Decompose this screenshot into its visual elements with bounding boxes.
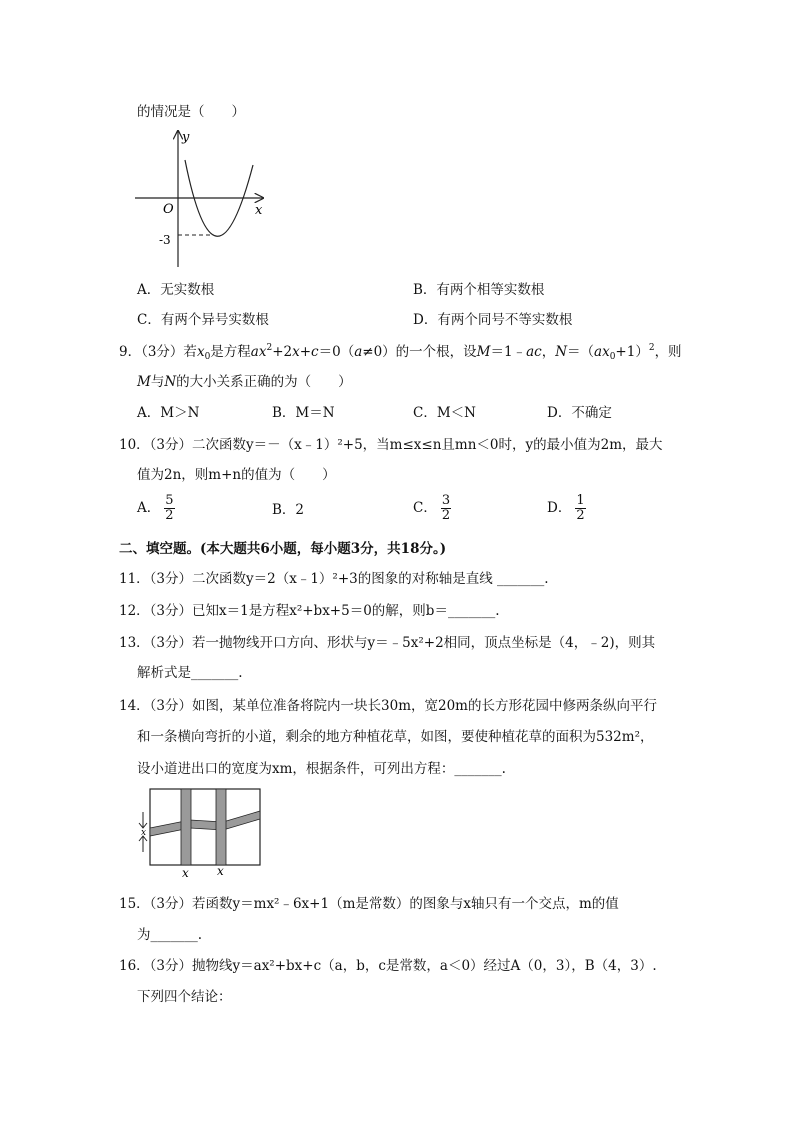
q10-option-d: D． $\frac{1}{2}$ (547, 493, 585, 523)
bottom-width-label-2: x (217, 864, 224, 878)
q8-option-b: B．有两个相等实数根 (413, 282, 545, 298)
origin-label: O (163, 202, 174, 217)
y-axis-label: y (182, 130, 190, 145)
bottom-width-label-1: x (182, 866, 189, 880)
q8-stem-tail: 的情况是（ ） (137, 104, 245, 120)
q14-line-2: 和一条横向弯折的小道，剩余的地方种植花草，如图，要使种植花草的面积为532m²， (137, 729, 654, 745)
q16-line-2: 下列四个结论： (137, 989, 232, 1005)
q8-option-c: C．有两个异号实数根 (137, 312, 269, 328)
q9-line-2: M与N的大小关系正确的为（ ） (137, 374, 352, 390)
q10-line-2: 值为2n，则m+n的值为（ ） (137, 467, 336, 483)
q13-line-2: 解析式是_______. (137, 665, 243, 681)
q16-line-1: 16．（3分）抛物线y＝ax²+bx+c（a，b，c是常数，a＜0）经过A（0，3），B（4，3）. (119, 958, 657, 974)
q8-parabola-graph (135, 125, 270, 270)
vertical-path-right (216, 789, 226, 865)
q8-option-a: A．无实数根 (137, 282, 215, 298)
vertical-path-left (181, 789, 191, 865)
q14-line-1: 14．（3分）如图，某单位准备将院内一块长30m，宽20m的长方形花园中修两条纵向平行 (119, 698, 657, 714)
y-tick-label: -3 (159, 233, 171, 247)
q9-option-c: C．M＜N (413, 405, 476, 421)
q9-option-b: B．M＝N (272, 405, 335, 421)
q8-option-d: D．有两个同号不等实数根 (413, 312, 573, 328)
q13-line-1: 13．（3分）若一抛物线开口方向、形状与y＝﹣5x²+2相同，顶点坐标是（4，﹣2)，则其 (119, 635, 656, 651)
q9-option-d: D．不确定 (547, 405, 612, 421)
q9-line-1: 9．（3分）若$x_0$是方程$ax^2+2x+c=0(a\ne 0)$的一个根，设M＝1﹣ac，$N=(ax_0+1)^2$，则 (119, 343, 682, 362)
q10-line-1: 10．（3分）二次函数y＝－（x﹣1）²+5，当m≤x≤n且mn＜0时，y的最小值为2m，最大 (119, 437, 663, 453)
q15-line-1: 15．（3分）若函数y＝mx²﹣6x+1（m是常数）的图象与x轴只有一个交点，m的值 (119, 896, 619, 912)
section-fill-in-heading: 二、填空题。(本大题共6小题，每小题3分，共18分。) (119, 541, 447, 557)
q14-line-3: 设小道进出口的宽度为xm，根据条件，可列出方程：_______. (137, 761, 506, 777)
q9-option-a: A．M＞N (137, 405, 200, 421)
q10-option-c: C． $\frac{3}{2}$ (413, 493, 451, 523)
q10-option-a: A． $\frac{5}{2}$ (137, 493, 174, 523)
q14-garden-figure (135, 786, 270, 881)
q10-option-b: B．2 (272, 502, 305, 518)
q15-line-2: 为_______. (137, 927, 203, 943)
side-width-label: x (141, 828, 147, 838)
q11: 11．（3分）二次函数y＝2（x﹣1）²+3的图象的对称轴是直线 _______. (119, 571, 549, 587)
x-axis-label: x (255, 203, 263, 218)
q12: 12．（3分）已知x＝1是方程x²+bx+5＝0的解，则b＝_______. (119, 603, 500, 619)
